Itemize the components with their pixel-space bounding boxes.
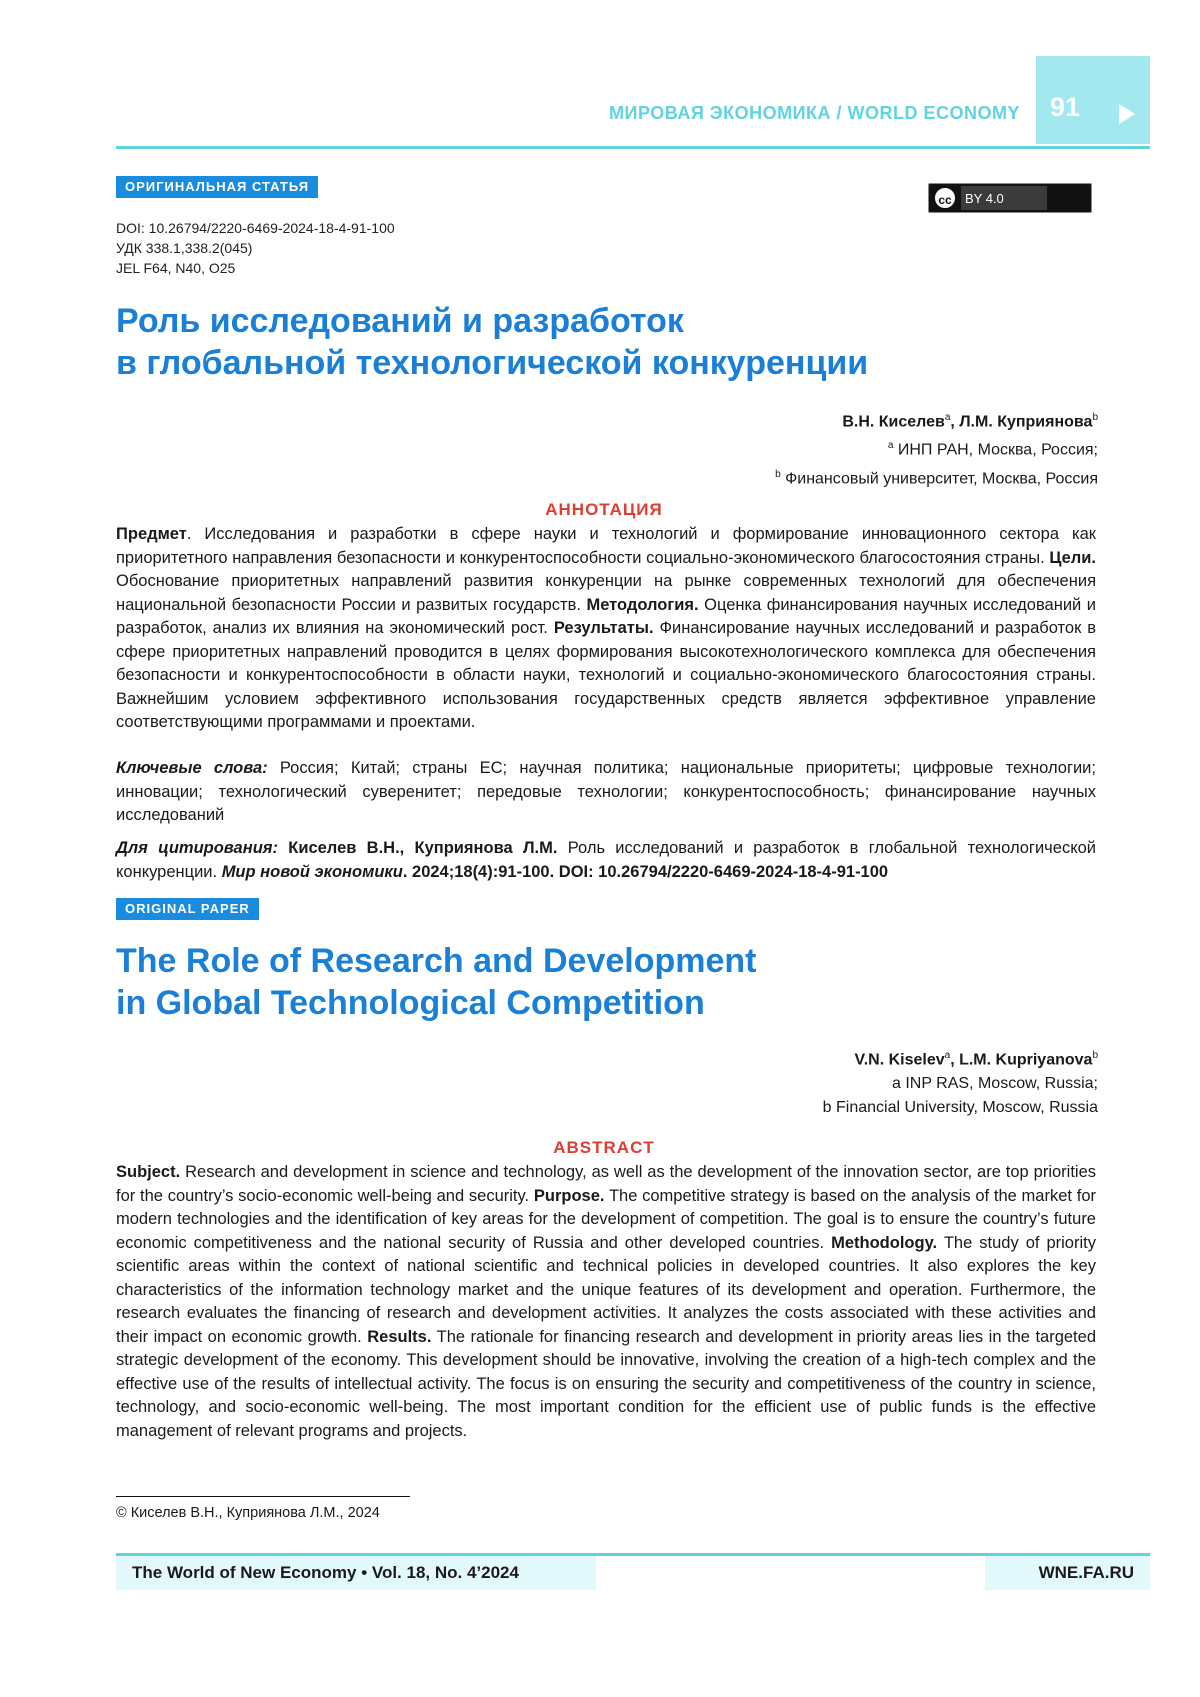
header-divider: [116, 146, 1150, 149]
ru-abstract-heading: АННОТАЦИЯ: [545, 500, 663, 519]
ru-affiliation-a: $^a$ ИНП РАН, Москва, Россия;: [887, 440, 1098, 459]
doi[interactable]: DOI: 10.26794/2220-6469-2024-18-4-91-100: [116, 220, 395, 236]
copyright: © Киселев В.Н., Куприянова Л.М., 2024: [116, 1505, 380, 1521]
cc-icon: cc: [933, 186, 957, 210]
section-title: МИРОВАЯ ЭКОНОМИКА / WORLD ECONOMY: [609, 103, 1020, 123]
en-title-line1: The Role of Research and Development: [116, 942, 757, 980]
page-number-block: [1036, 56, 1150, 144]
ru-meta: [116, 218, 395, 278]
cc-license-badge[interactable]: [928, 183, 1092, 213]
play-arrow-icon: [1119, 104, 1135, 124]
cc-license-label: BY 4.0: [965, 191, 1004, 206]
en-affiliation-a: a INP RAS, Moscow, Russia;: [892, 1075, 1098, 1093]
udk: УДК 338.1,338.2(045): [116, 240, 253, 256]
ru-title: [116, 300, 1076, 384]
en-title-line2: in Global Technological Competition: [116, 984, 705, 1022]
ru-title-line2: в глобальной технологической конкуренции: [116, 344, 869, 382]
footer-site-link[interactable]: WNE.FA.RU: [985, 1556, 1150, 1590]
en-authors: V.N. Kiselev$^a$, L.M. Kupriyanova$^b$: [854, 1050, 1098, 1069]
ru-citation: Для цитирования: Киселев В.Н., Куприянова Л.М. Роль исследований и разработок в глобальной технологической конкуренции. Мир новой экономики. 2024;18(4):91-100. DOI: 10.26794/2220-6469-2024-18-4-91-100: [116, 839, 1096, 881]
ru-affiliation-b: $^b$ Финансовый университет, Москва, Россия: [775, 468, 1098, 487]
jel: JEL F64, N40, O25: [116, 260, 236, 276]
ru-authors: В.Н. Киселев$^a$, Л.М. Куприянова$^b$: [842, 412, 1098, 431]
ru-abstract: Предмет. Исследования и разработки в сфере науки и технологий и формирование инновационного сектора как приоритетного направления безопасности и конкурентоспособности социально-экономического благосостояния страны. Цели. Обоснование приоритетных направлений развития конкуренции на рынке современных технологий для обеспечения национальной безопасности России и развитых государств. Методология. Оценка финансирования научных исследований и разработок, анализ их влияния на экономический рост. Результаты. Финансирование научных исследований и разработок в сфере приоритетных направлений проводится в целях формирования высокотехнологического комплекса для обеспечения безопасности и конкурентоспособности в области науки, технологий и социально-экономического благосостояния страны. Важнейшим условием эффективного использования государственных средств является эффективное управление соответствующими программами и проектами.: [116, 525, 1096, 731]
en-affiliation-b: b Financial University, Moscow, Russia: [822, 1099, 1098, 1117]
ru-authors-block: [398, 406, 1098, 491]
ru-article-type-tag: ОРИГИНАЛЬНАЯ СТАТЬЯ: [116, 176, 318, 198]
footer-journal: The World of New Economy • Vol. 18, No. 4’2024: [116, 1556, 596, 1590]
footnote-divider: [116, 1496, 410, 1497]
ru-keywords: Ключевые слова: Россия; Китай; страны ЕС; научная политика; национальные приоритеты; цифровые технологии; инновации; технологический суверенитет; передовые технологии; конкурентоспособность; финансирование научных исследований: [116, 759, 1096, 824]
en-abstract: Subject. Research and development in science and technology, as well as the development of the innovation sector, are top priorities for the country’s socio-economic well-being and security. Purpose. The competitive strategy is based on the analysis of the market for modern technologies and the identification of key areas for the development of competition. The goal is to ensure the country’s future economic competitiveness and the national security of Russia and other developed countries. Methodology. The study of priority scientific areas within the context of national scientific and technical policies in developed countries. It also explores the key characteristics of the information technology market and the unique features of its development and operation. Furthermore, the research evaluates the financing of research and development activities. It analyzes the costs associated with these activities and their impact on economic growth. Results. The rationale for financing research and development in priority areas lies in the targeted strategic development of the economy. This development should be innovative, involving the creation of a high-tech complex and the effective use of the results of intellectual activity. The focus is on ensuring the security and competitiveness of the country in science, technology, and socio-economic well-being. The most important condition for the efficient use of public funds is the effective management of relevant programs and projects.: [116, 1163, 1096, 1440]
en-article-type-tag: ORIGINAL PAPER: [116, 898, 259, 920]
ru-title-line1: Роль исследований и разработок: [116, 302, 684, 340]
en-abstract-heading: ABSTRACT: [553, 1138, 655, 1157]
en-title: [116, 940, 1076, 1024]
en-authors-block: [398, 1044, 1098, 1120]
page-number: 91: [1050, 92, 1081, 122]
